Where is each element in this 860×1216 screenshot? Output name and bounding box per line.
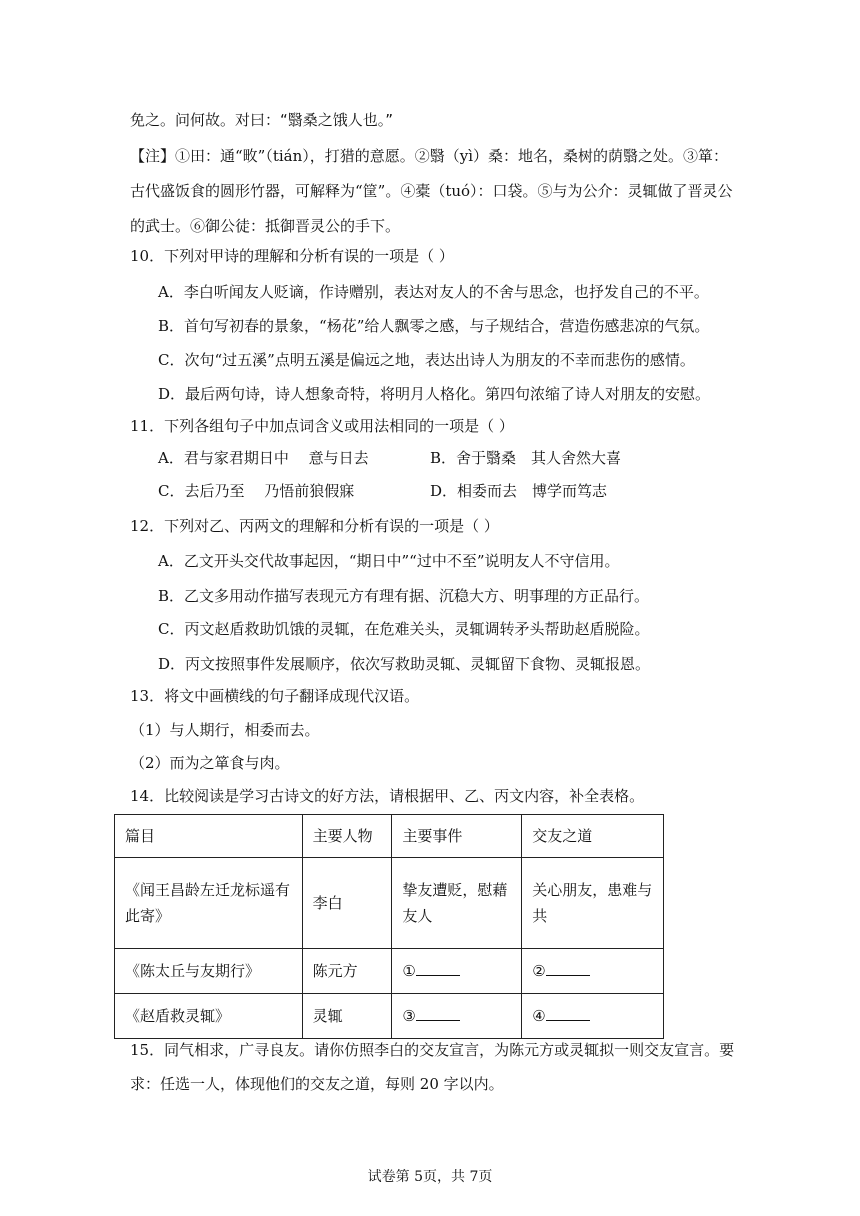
answer-cell-3[interactable] bbox=[392, 994, 522, 1039]
answer-blank[interactable] bbox=[546, 1004, 590, 1021]
table-cell: 《陈太丘与友期行》 bbox=[115, 949, 303, 994]
table-header: 主要人物 bbox=[302, 815, 392, 858]
q13-item-1: （1）与人期行，相委而去。 bbox=[130, 721, 320, 739]
question-15-line-1: 15．同气相求，广寻良友。请你仿照李白的交友宣言，为陈元方或灵辄拟一则交友宣言。要 bbox=[130, 1041, 735, 1059]
q11-option-c: C．去后乃至 乃悟前狼假寐 bbox=[158, 482, 355, 500]
q13-item-2: （2）而为之箪食与肉。 bbox=[130, 754, 290, 772]
table-header-row bbox=[115, 815, 664, 858]
q12-option-c: C．丙文赵盾救助饥饿的灵辄，在危难关头，灵辄调转矛头帮助赵盾脱险。 bbox=[158, 620, 650, 638]
table-row bbox=[115, 949, 664, 994]
answer-cell-1[interactable] bbox=[392, 949, 522, 994]
page-footer: 试卷第 5页，共 7页 bbox=[367, 1169, 493, 1185]
question-15-line-2: 求：任选一人，体现他们的交友之道，每则 20 字以内。 bbox=[130, 1075, 504, 1093]
table-row bbox=[115, 994, 664, 1039]
table-cell: 关心朋友，患难与共 bbox=[522, 858, 664, 949]
answer-blank[interactable] bbox=[416, 1004, 460, 1021]
q12-option-d: D．丙文按照事件发展顺序，依次写救助灵辄、灵辄留下食物、灵辄报恩。 bbox=[158, 655, 651, 673]
answer-cell-4[interactable] bbox=[522, 994, 664, 1039]
table-row bbox=[115, 858, 664, 949]
q12-option-b: B．乙文多用动作描写表现元方有理有据、沉稳大方、明事理的方正品行。 bbox=[158, 587, 650, 605]
q10-option-d: D．最后两句诗，诗人想象奇特，将明月人格化。第四句浓缩了诗人对朋友的安慰。 bbox=[158, 385, 711, 403]
question-14: 14．比较阅读是学习古诗文的好方法，请根据甲、乙、丙文内容，补全表格。 bbox=[130, 787, 645, 805]
table-header: 主要事件 bbox=[392, 815, 522, 858]
blank-number: ① bbox=[402, 962, 416, 980]
table-header: 篇目 bbox=[115, 815, 303, 858]
q11-option-d: D．相委而去 博学而笃志 bbox=[430, 482, 608, 500]
q10-option-b: B．首句写初春的景象，“杨花”给人飘零之感，与子规结合，营造伤感悲凉的气氛。 bbox=[158, 317, 710, 335]
blank-number: ③ bbox=[402, 1007, 416, 1025]
note-line-1: 【注】①田：通“畋”（tián），打猎的意愿。②翳（yì）桑：地名，桑树的荫翳之处。③箪： bbox=[130, 147, 729, 165]
blank-number: ④ bbox=[532, 1007, 546, 1025]
q11-option-b: B．舍于翳桑 其人舍然大喜 bbox=[430, 449, 622, 467]
passage-end: 免之。问何故。对曰：“翳桑之饿人也。” bbox=[130, 111, 394, 129]
answer-cell-2[interactable] bbox=[522, 949, 664, 994]
table-header: 交友之道 bbox=[522, 815, 664, 858]
table-cell: 挚友遭贬，慰藉友人 bbox=[392, 858, 522, 949]
table-cell: 《闻王昌龄左迁龙标遥有此寄》 bbox=[115, 858, 303, 949]
blank-number: ② bbox=[532, 962, 546, 980]
table-cell: 灵辄 bbox=[302, 994, 392, 1039]
q11-option-a: A．君与家君期日中 意与日去 bbox=[158, 449, 369, 467]
note-line-3: 的武士。⑥御公徒：抵御晋灵公的手下。 bbox=[130, 217, 401, 235]
table-cell: 《赵盾救灵辄》 bbox=[115, 994, 303, 1039]
note-line-2: 古代盛饭食的圆形竹器，可解释为“筐”。④橐（tuó）：口袋。⑤与为公介：灵辄做了晋灵公 bbox=[130, 182, 733, 200]
question-10: 10．下列对甲诗的理解和分析有误的一项是（ ） bbox=[130, 247, 454, 265]
question-12: 12．下列对乙、丙两文的理解和分析有误的一项是（ ） bbox=[130, 517, 499, 535]
answer-blank[interactable] bbox=[546, 959, 590, 976]
answer-blank[interactable] bbox=[416, 959, 460, 976]
table-cell: 陈元方 bbox=[302, 949, 392, 994]
q10-option-c: C．次句“过五溪”点明五溪是偏远之地，表达出诗人为朋友的不幸而悲伤的感情。 bbox=[158, 351, 695, 369]
comparison-table bbox=[114, 814, 664, 1039]
q10-option-a: A．李白听闻友人贬谪，作诗赠别，表达对友人的不舍与思念，也抒发自己的不平。 bbox=[158, 283, 709, 301]
question-11: 11．下列各组句子中加点词含义或用法相同的一项是（ ） bbox=[130, 417, 514, 435]
q12-option-a: A．乙文开头交代故事起因，“期日中”“过中不至”说明友人不守信用。 bbox=[158, 552, 620, 570]
table-cell: 李白 bbox=[302, 858, 392, 949]
question-13: 13．将文中画横线的句子翻译成现代汉语。 bbox=[130, 687, 420, 705]
